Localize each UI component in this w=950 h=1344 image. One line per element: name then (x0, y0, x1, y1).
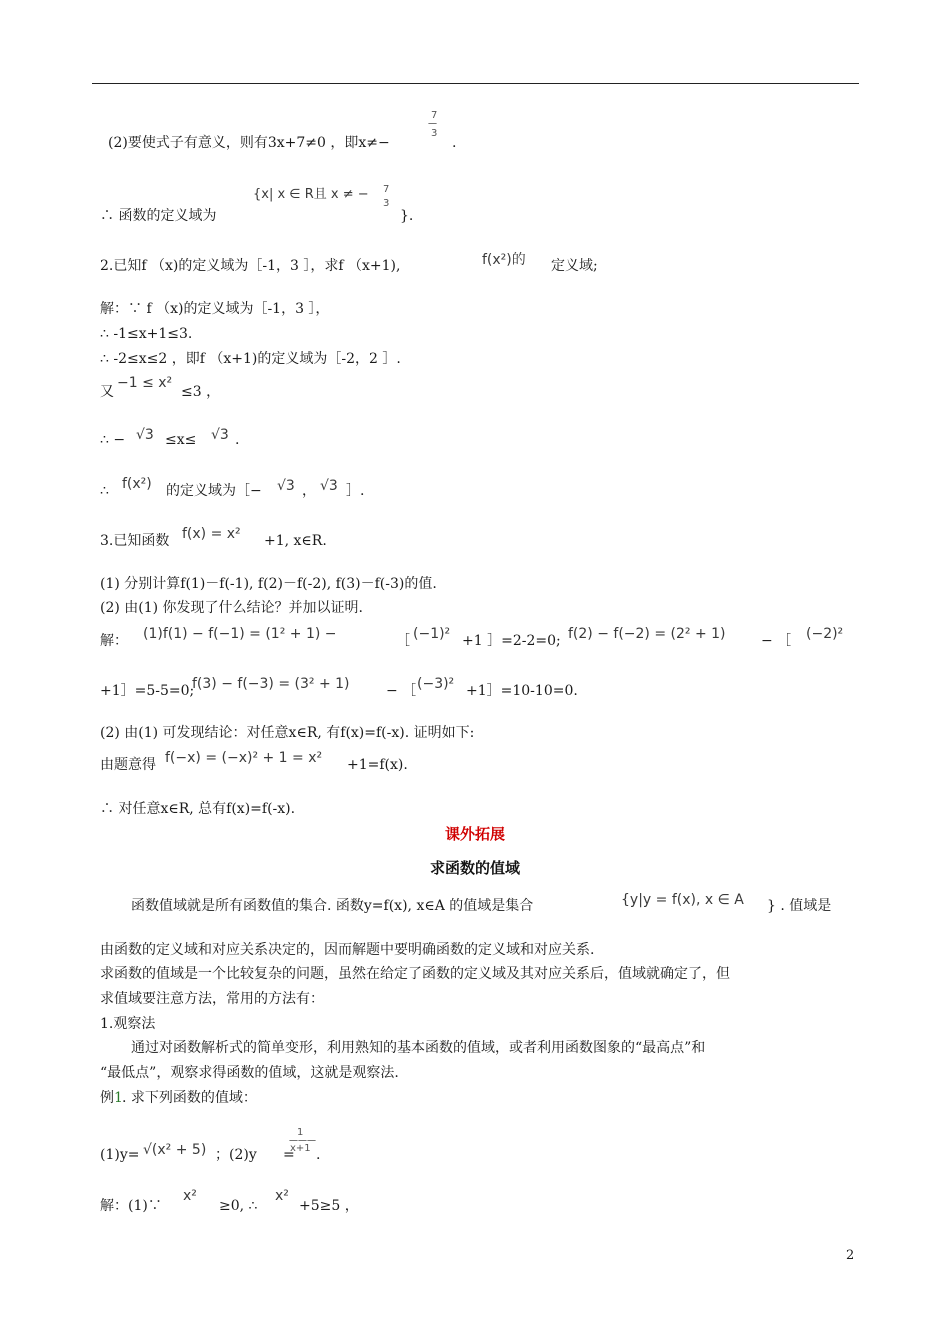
section-heading: 课外拓展 (444, 825, 505, 843)
math-expression: √3 (211, 427, 229, 443)
math-expression: (−3)² (417, 676, 455, 692)
math-expression: f(2) − f(−2) = (2² + 1) (568, 626, 726, 642)
text-line: +1=f(x). (347, 757, 408, 773)
fraction-numerator: 1 (297, 1127, 304, 1138)
text-line: (2)要使式子有意义，则有3x+7≠0 ，即x≠− (108, 135, 390, 151)
fraction-bar: — (428, 119, 437, 129)
math-expression: f(x²)的 (482, 252, 526, 268)
text-line: ［ (396, 633, 410, 649)
math-expression: √3 (277, 478, 295, 494)
fraction-denominator: x+1 (290, 1143, 311, 1154)
text-line: ∴ 对任意x∈R, 总有f(x)=f(-x). (100, 801, 296, 817)
text-line: 定义域; (551, 258, 598, 274)
text-line: ∴ 函数的定义域为 (100, 208, 217, 224)
text-line: +5≥5 ， (299, 1198, 359, 1214)
fraction-bar: ——— (289, 1136, 316, 1146)
text-line: ；(2)y (215, 1147, 257, 1163)
text-line: ≤x≤ (165, 432, 197, 448)
text-line: ∴ -1≤x+1≤3. (100, 326, 193, 342)
text-line: ∴ -2≤x≤2 ，即f （x+1)的定义域为［-2，2 ］. (100, 351, 401, 367)
math-expression: √3 (136, 427, 154, 443)
method-heading: 1.观察法 (100, 1016, 156, 1032)
fraction-numerator: 7 (431, 110, 438, 121)
set-notation: {x| x ∈ R且 x ≠ − (253, 187, 369, 202)
example-label: . 求下列函数的值域： (122, 1090, 257, 1106)
text-line: 由题意得 (100, 757, 156, 773)
paragraph-line: 函数值域就是所有函数值的集合. 函数y=f(x), x∈A 的值域是集合 (131, 898, 534, 914)
math-expression: {y|y = f(x), x ∈ A (621, 892, 744, 908)
text-line: }. (400, 208, 414, 224)
math-expression: (−1)² (413, 626, 451, 642)
math-expression: f(−x) = (−x)² + 1 = x² (165, 750, 323, 766)
header-rule (92, 83, 859, 84)
text-line: (2) 由(1) 你发现了什么结论？并加以证明. (100, 600, 364, 616)
text-line: = (283, 1147, 295, 1163)
paragraph-line: 通过对函数解析式的简单变形，利用熟知的基本函数的值域，或者利用函数图象的“最高点”和 (131, 1040, 706, 1056)
text-line: − ［ (386, 683, 417, 699)
text-line: 解： (100, 633, 128, 649)
text-line: . (235, 432, 240, 448)
text-line: ， (302, 483, 316, 499)
subsection-heading: 求函数的值域 (429, 859, 520, 877)
text-line: +1, x∈R. (264, 533, 327, 549)
math-expression: x² (275, 1188, 289, 1204)
paragraph-line: } . 值域是 (767, 898, 832, 914)
text-line: +1］=10-10=0. (466, 683, 578, 699)
problem-2: 2.已知f （x)的定义域为［-1，3 ］，求f （x+1), (100, 258, 401, 274)
math-expression: √(x² + 5) (143, 1142, 207, 1158)
text-line: (2) 由(1) 可发现结论：对任意x∈R, 有f(x)=f(-x). 证明如下: (100, 725, 475, 741)
paragraph-line: “最低点”，观察求得函数的值域，这就是观察法. (100, 1065, 399, 1081)
text-line: (1) 分别计算f(1)－f(-1), f(2)－f(-2), f(3)－f(-3)的值. (100, 576, 437, 592)
paragraph-line: 求函数的值域是一个比较复杂的问题，虽然在给定了函数的定义域及其对应关系后，值域就确定了，但 (100, 966, 730, 982)
text-line: 又 (100, 384, 114, 400)
text-line: . (316, 1147, 321, 1163)
math-expression: √3 (320, 478, 338, 494)
paragraph-line: 求值域要注意方法，常用的方法有： (100, 991, 324, 1007)
math-expression: f(x²) (122, 476, 152, 492)
text-line: ≥0, ∴ (219, 1198, 258, 1214)
problem-3: 3.已知函数 (100, 533, 170, 549)
fraction-denominator: 3 (431, 128, 438, 139)
math-expression: f(x) = x² (182, 526, 241, 542)
page-number: 2 (846, 1248, 855, 1263)
text-line: ∴ (100, 483, 109, 499)
text-line: (1)y= (100, 1147, 140, 1163)
example-label: 例 (100, 1090, 114, 1106)
text-line: 的定义域为［− (166, 483, 262, 499)
text-line: 解：(1)∵ (100, 1198, 162, 1214)
text-line: ≤3 ， (181, 384, 221, 400)
math-expression: x² (183, 1188, 197, 1204)
math-expression: (1)f(1) − f(−1) = (1² + 1) − (143, 626, 337, 642)
math-expression: −1 ≤ x² (117, 375, 173, 391)
text-line: 解：∵ f （x)的定义域为［-1，3 ］， (100, 301, 330, 317)
math-expression: (−2)² (806, 626, 844, 642)
fraction-numerator: 7 (383, 184, 390, 195)
text-line: ］. (346, 483, 365, 499)
text-line: ∴ − (100, 432, 126, 448)
text-line: . (452, 135, 457, 151)
example-number: 1 (114, 1090, 123, 1106)
text-line: +1 ］=2-2=0; (462, 633, 561, 649)
text-line: +1］=5-5=0; (100, 683, 195, 699)
fraction-denominator: 3 (383, 198, 390, 209)
math-expression: f(3) − f(−3) = (3² + 1) (192, 676, 350, 692)
paragraph-line: 由函数的定义域和对应关系决定的，因而解题中要明确函数的定义域和对应关系. (100, 942, 595, 958)
text-line: − ［ (761, 633, 792, 649)
